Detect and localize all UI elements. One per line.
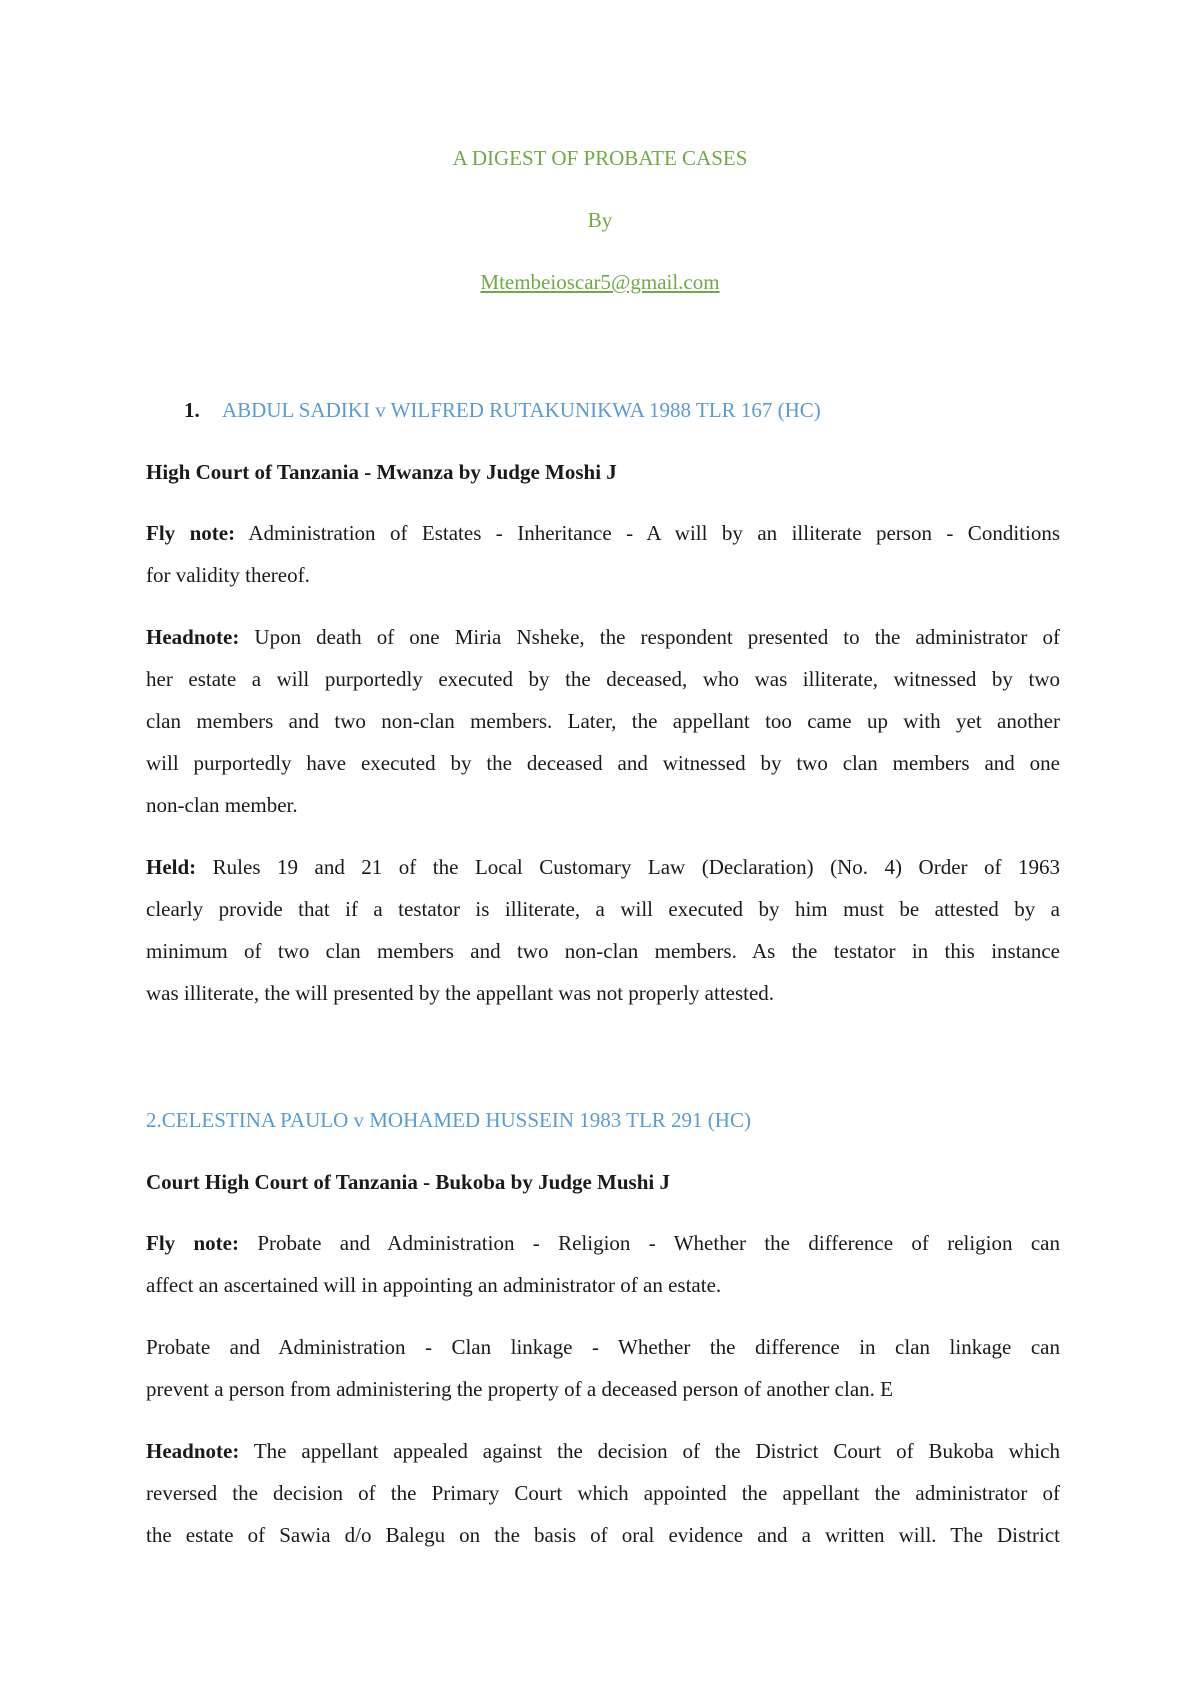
case-2-flynote: Fly note: Probate and Administration - Religion - Whether the difference of religion can affect an ascertained will in appointing an administrator of an estate.: [146, 1231, 1060, 1297]
case-1-heading: [146, 398, 821, 423]
case-2-heading: 2.CELESTINA PAULO v MOHAMED HUSSEIN 1983 TLR 291 (HC): [146, 1108, 751, 1132]
case-1-headnote-label: Headnote:: [146, 625, 240, 649]
case-1-held: Held: Rules 19 and 21 of the Local Customary Law (Declaration) (No. 4) Order of 1963 clearly provide that if a testator is illiterate, a will executed by him must be attested by a minimum of two clan members and two non-clan members. As the testator in this instance was illiterate, the will presented by the appellant was not properly attested.: [146, 855, 1060, 1005]
document-byline: By: [587, 208, 613, 232]
case-2-headnote: Headnote: The appellant appealed against the decision of the District Court of Bukoba which reversed the decision of the Primary Court which appointed the appellant the administrator of the estate of Sawia d/o Balegu on the basis of oral evidence and a written will. The District: [146, 1439, 1060, 1547]
case-1-court: High Court of Tanzania - Mwanza by Judge Moshi J: [146, 460, 617, 484]
case-1-headnote: Headnote: Upon death of one Miria Nsheke, the respondent presented to the administrator of her estate a will purportedly executed by the deceased, who was illiterate, witnessed by two clan members and two non-clan members. Later, the appellant too came up with yet another will purportedly have executed by the deceased and witnessed by two clan members and one non-clan member.: [146, 625, 1060, 817]
document-title: A DIGEST OF PROBATE CASES: [452, 146, 748, 170]
case-2-flynote-label: Fly note:: [146, 1231, 239, 1255]
case-2-flynote-clan: Probate and Administration - Clan linkage - Whether the difference in clan linkage can prevent a person from administering the property of a deceased person of another clan. E: [146, 1335, 1060, 1401]
case-1-flynote: Fly note: Administration of Estates - Inheritance - A will by an illiterate person - Conditions for validity thereof.: [146, 521, 1060, 587]
case-1-title: ABDUL SADIKI v WILFRED RUTAKUNIKWA 1988 TLR 167 (HC): [222, 398, 821, 422]
case-1-flynote-label: Fly note:: [146, 521, 236, 545]
author-email-link[interactable]: Mtembeioscar5@gmail.com: [480, 270, 720, 294]
case-1-number: 1.: [184, 398, 200, 422]
case-1-held-label: Held:: [146, 855, 197, 879]
case-2-headnote-label: Headnote:: [146, 1439, 240, 1463]
case-2-court: Court High Court of Tanzania - Bukoba by Judge Mushi J: [146, 1170, 670, 1194]
